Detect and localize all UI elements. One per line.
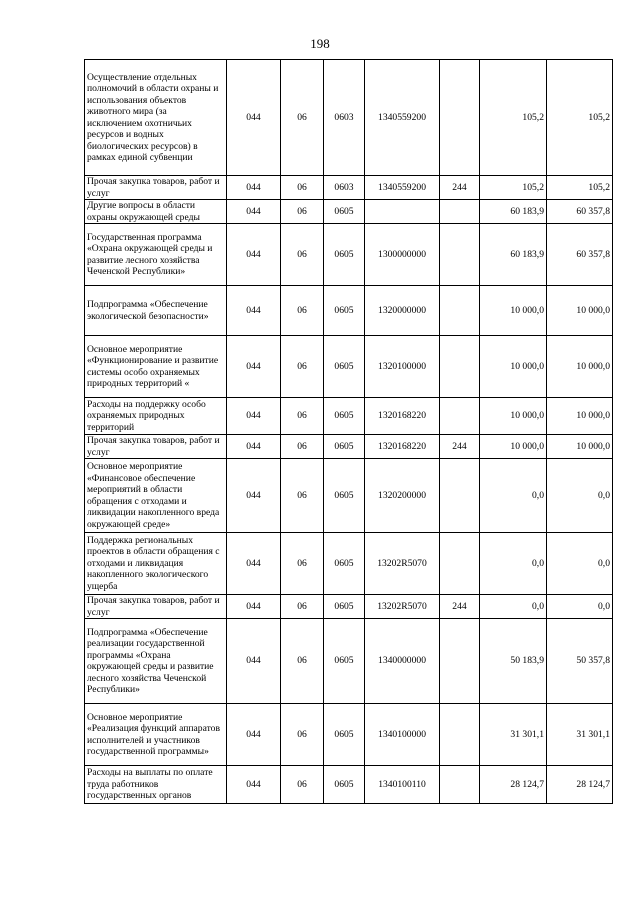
target-article-cell: 1320168220	[365, 435, 440, 459]
section-code-cell: 06	[281, 60, 324, 176]
row-name-cell: Прочая закупка товаров, работ и услуг	[85, 176, 227, 200]
amount-year1-cell: 0,0	[480, 459, 547, 533]
amount-year2-cell: 10 000,0	[547, 398, 613, 435]
ministry-code-cell: 044	[227, 766, 281, 804]
target-article-cell: 1320100000	[365, 336, 440, 398]
amount-year1-cell: 60 183,9	[480, 200, 547, 224]
amount-year1-cell: 10 000,0	[480, 398, 547, 435]
expense-type-cell: 244	[440, 595, 480, 619]
table-row	[85, 533, 613, 595]
ministry-code-cell: 044	[227, 619, 281, 704]
expense-type-cell	[440, 459, 480, 533]
row-name-cell: Расходы на выплаты по оплате труда работников государственных органов	[85, 766, 227, 804]
expense-type-cell	[440, 398, 480, 435]
page-number: 198	[310, 36, 330, 51]
subsection-code-cell: 0603	[324, 60, 365, 176]
ministry-code-cell: 044	[227, 398, 281, 435]
expense-type-cell	[440, 200, 480, 224]
expense-type-cell	[440, 533, 480, 595]
table-row	[85, 200, 613, 224]
subsection-code-cell: 0605	[324, 398, 365, 435]
row-name-cell: Основное мероприятие «Реализация функций аппаратов исполнителей и участников государственной программы»	[85, 704, 227, 766]
ministry-code-cell: 044	[227, 176, 281, 200]
target-article-cell: 13202R5070	[365, 533, 440, 595]
ministry-code-cell: 044	[227, 435, 281, 459]
amount-year1-cell: 60 183,9	[480, 224, 547, 286]
expense-type-cell	[440, 336, 480, 398]
target-article-cell: 1340100000	[365, 704, 440, 766]
section-code-cell: 06	[281, 533, 324, 595]
expense-type-cell: 244	[440, 435, 480, 459]
section-code-cell: 06	[281, 704, 324, 766]
row-name-cell: Прочая закупка товаров, работ и услуг	[85, 595, 227, 619]
row-name-cell: Поддержка региональных проектов в области обращения с отходами и ликвидация накопленного экологического ущерба	[85, 533, 227, 595]
amount-year2-cell: 50 357,8	[547, 619, 613, 704]
ministry-code-cell: 044	[227, 286, 281, 336]
subsection-code-cell: 0605	[324, 459, 365, 533]
amount-year2-cell: 0,0	[547, 533, 613, 595]
table-row	[85, 766, 613, 804]
subsection-code-cell: 0605	[324, 286, 365, 336]
target-article-cell: 1320168220	[365, 398, 440, 435]
table-row	[85, 595, 613, 619]
ministry-code-cell: 044	[227, 595, 281, 619]
subsection-code-cell: 0605	[324, 435, 365, 459]
amount-year2-cell: 31 301,1	[547, 704, 613, 766]
subsection-code-cell: 0605	[324, 704, 365, 766]
amount-year2-cell: 10 000,0	[547, 435, 613, 459]
amount-year1-cell: 31 301,1	[480, 704, 547, 766]
amount-year1-cell: 0,0	[480, 533, 547, 595]
section-code-cell: 06	[281, 435, 324, 459]
amount-year2-cell: 60 357,8	[547, 224, 613, 286]
target-article-cell: 13202R5070	[365, 595, 440, 619]
row-name-cell: Государственная программа «Охрана окружающей среды и развитие лесного хозяйства Чеченской Республики»	[85, 224, 227, 286]
table-row	[85, 704, 613, 766]
amount-year2-cell: 10 000,0	[547, 286, 613, 336]
amount-year1-cell: 105,2	[480, 60, 547, 176]
budget-table	[84, 59, 613, 804]
section-code-cell: 06	[281, 459, 324, 533]
amount-year1-cell: 10 000,0	[480, 286, 547, 336]
table-row	[85, 60, 613, 176]
section-code-cell: 06	[281, 286, 324, 336]
expense-type-cell	[440, 766, 480, 804]
expense-type-cell	[440, 60, 480, 176]
section-code-cell: 06	[281, 619, 324, 704]
table-row	[85, 398, 613, 435]
expense-type-cell	[440, 286, 480, 336]
subsection-code-cell: 0605	[324, 595, 365, 619]
section-code-cell: 06	[281, 176, 324, 200]
section-code-cell: 06	[281, 595, 324, 619]
amount-year1-cell: 10 000,0	[480, 435, 547, 459]
ministry-code-cell: 044	[227, 200, 281, 224]
table-row	[85, 435, 613, 459]
ministry-code-cell: 044	[227, 336, 281, 398]
amount-year2-cell: 0,0	[547, 459, 613, 533]
table-row	[85, 459, 613, 533]
target-article-cell: 1340000000	[365, 619, 440, 704]
expense-type-cell	[440, 704, 480, 766]
table-row	[85, 336, 613, 398]
section-code-cell: 06	[281, 200, 324, 224]
table-row	[85, 286, 613, 336]
amount-year1-cell: 50 183,9	[480, 619, 547, 704]
expense-type-cell	[440, 224, 480, 286]
target-article-cell: 1340559200	[365, 60, 440, 176]
expense-type-cell	[440, 619, 480, 704]
row-name-cell: Подпрограмма «Обеспечение реализации государственной программы «Охрана окружающей среды и развитие лесного хозяйства Чеченской Республики»	[85, 619, 227, 704]
ministry-code-cell: 044	[227, 459, 281, 533]
target-article-cell: 1340559200	[365, 176, 440, 200]
amount-year2-cell: 0,0	[547, 595, 613, 619]
table-row	[85, 619, 613, 704]
amount-year2-cell: 105,2	[547, 60, 613, 176]
target-article-cell: 1320200000	[365, 459, 440, 533]
section-code-cell: 06	[281, 398, 324, 435]
row-name-cell: Основное мероприятие «Финансовое обеспечение мероприятий в области обращения с отходами и ликвидации накопленного вреда окружающей среде»	[85, 459, 227, 533]
amount-year2-cell: 60 357,8	[547, 200, 613, 224]
section-code-cell: 06	[281, 336, 324, 398]
section-code-cell: 06	[281, 766, 324, 804]
target-article-cell: 1320000000	[365, 286, 440, 336]
amount-year1-cell: 105,2	[480, 176, 547, 200]
target-article-cell: 1300000000	[365, 224, 440, 286]
row-name-cell: Подпрограмма «Обеспечение экологической безопасности»	[85, 286, 227, 336]
section-code-cell: 06	[281, 224, 324, 286]
subsection-code-cell: 0605	[324, 533, 365, 595]
target-article-cell: 1340100110	[365, 766, 440, 804]
amount-year1-cell: 28 124,7	[480, 766, 547, 804]
table-row	[85, 176, 613, 200]
row-name-cell: Осуществление отдельных полномочий в области охраны и использования объектов животного мира (за исключением охотничьих ресурсов и водных биологических ресурсов) в рамках единой субвенции	[85, 60, 227, 176]
subsection-code-cell: 0605	[324, 766, 365, 804]
subsection-code-cell: 0605	[324, 619, 365, 704]
subsection-code-cell: 0605	[324, 224, 365, 286]
row-name-cell: Расходы на поддержку особо охраняемых природных территорий	[85, 398, 227, 435]
table-row	[85, 224, 613, 286]
target-article-cell	[365, 200, 440, 224]
amount-year2-cell: 28 124,7	[547, 766, 613, 804]
row-name-cell: Прочая закупка товаров, работ и услуг	[85, 435, 227, 459]
subsection-code-cell: 0605	[324, 336, 365, 398]
amount-year1-cell: 10 000,0	[480, 336, 547, 398]
amount-year1-cell: 0,0	[480, 595, 547, 619]
ministry-code-cell: 044	[227, 224, 281, 286]
amount-year2-cell: 10 000,0	[547, 336, 613, 398]
subsection-code-cell: 0605	[324, 200, 365, 224]
table-body	[85, 60, 613, 804]
expense-type-cell: 244	[440, 176, 480, 200]
ministry-code-cell: 044	[227, 704, 281, 766]
subsection-code-cell: 0603	[324, 176, 365, 200]
row-name-cell: Другие вопросы в области охраны окружающей среды	[85, 200, 227, 224]
ministry-code-cell: 044	[227, 533, 281, 595]
amount-year2-cell: 105,2	[547, 176, 613, 200]
row-name-cell: Основное мероприятие «Функционирование и развитие системы особо охраняемых природных территорий «	[85, 336, 227, 398]
ministry-code-cell: 044	[227, 60, 281, 176]
